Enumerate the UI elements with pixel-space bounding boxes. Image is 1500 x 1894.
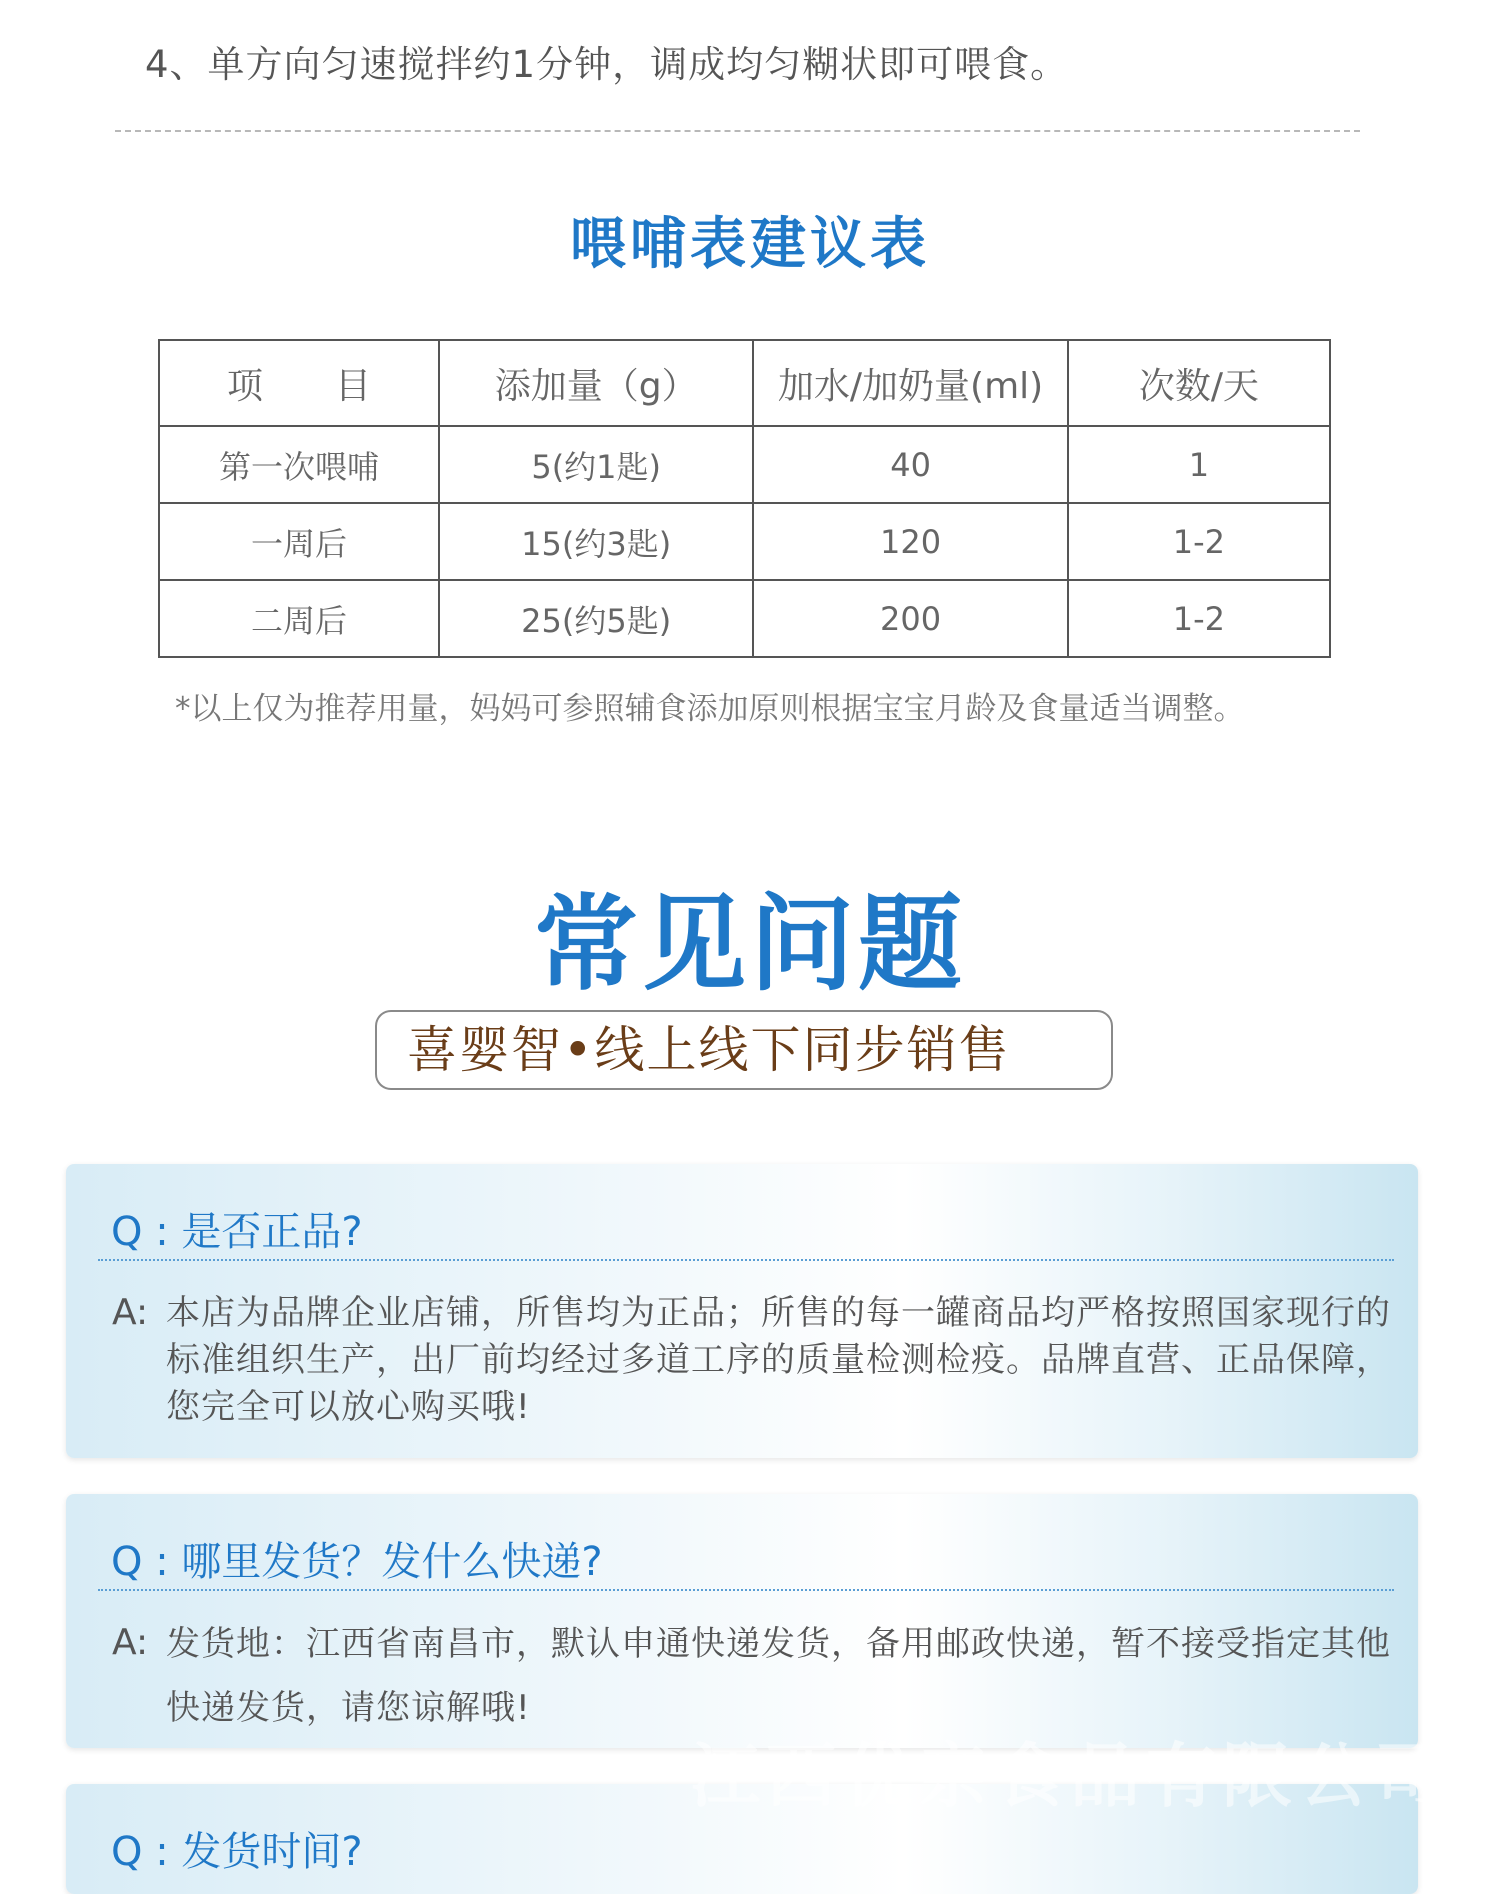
table-cell: 40 [753, 426, 1067, 503]
column-header-times-per-day: 次数/天 [1068, 340, 1330, 426]
table-cell: 1-2 [1068, 503, 1330, 580]
sales-banner: 喜婴智•线上线下同步销售 [375, 1010, 1113, 1090]
feeding-table-title: 喂哺表建议表 [570, 212, 930, 277]
faq-question: Q : 哪里发货？发什么快递? [111, 1539, 603, 1585]
feeding-note: *以上仅为推荐用量，妈妈可参照辅食添加原则根据宝宝月龄及食量适当调整。 [175, 691, 1245, 727]
table-row [159, 503, 1330, 580]
faq-question: Q : 是否正品? [111, 1209, 363, 1255]
table-row [159, 426, 1330, 503]
faq-card-authentic [66, 1164, 1418, 1458]
table-header-row [159, 340, 1330, 426]
column-header-water-milk: 加水/加奶量(ml) [753, 340, 1067, 426]
section-divider [115, 130, 1360, 132]
table-cell: 5(约1匙) [439, 426, 753, 503]
table-cell: 15(约3匙) [439, 503, 753, 580]
faq-answer: 本店为品牌企业店铺，所售均为正品；所售的每一罐商品均严格按照国家现行的标准组织生产，出厂前均经过多道工序的质量检测检疫。品牌直营、正品保障，您完全可以放心购买哦! [166, 1293, 1391, 1427]
company-watermark: 江西优亲食品有限公司 [690, 1735, 1450, 1817]
step-4-instruction: 4、单方向匀速搅拌约1分钟，调成均匀糊状即可喂食。 [145, 43, 1069, 86]
table-row [159, 580, 1330, 657]
table-cell: 120 [753, 503, 1067, 580]
faq-card-shipping [66, 1494, 1418, 1748]
table-cell: 第一次喂哺 [159, 426, 439, 503]
answer-label: A: [112, 1622, 149, 1663]
table-cell: 200 [753, 580, 1067, 657]
faq-divider [98, 1589, 1394, 1591]
table-cell: 1-2 [1068, 580, 1330, 657]
faq-divider [98, 1259, 1394, 1261]
table-cell: 一周后 [159, 503, 439, 580]
column-header-item: 项 目 [159, 340, 439, 426]
table-cell: 二周后 [159, 580, 439, 657]
table-cell: 1 [1068, 426, 1330, 503]
answer-label: A: [112, 1292, 149, 1333]
faq-question: Q : 发货时间? [111, 1829, 363, 1875]
column-header-amount: 添加量（g） [439, 340, 753, 426]
table-cell: 25(约5匙) [439, 580, 753, 657]
faq-answer: 发货地：江西省南昌市，默认申通快递发货，备用邮政快递，暂不接受指定其他快递发货，请您谅解哦! [166, 1624, 1391, 1728]
faq-title: 常见问题 [533, 883, 966, 1005]
feeding-table [158, 339, 1331, 658]
